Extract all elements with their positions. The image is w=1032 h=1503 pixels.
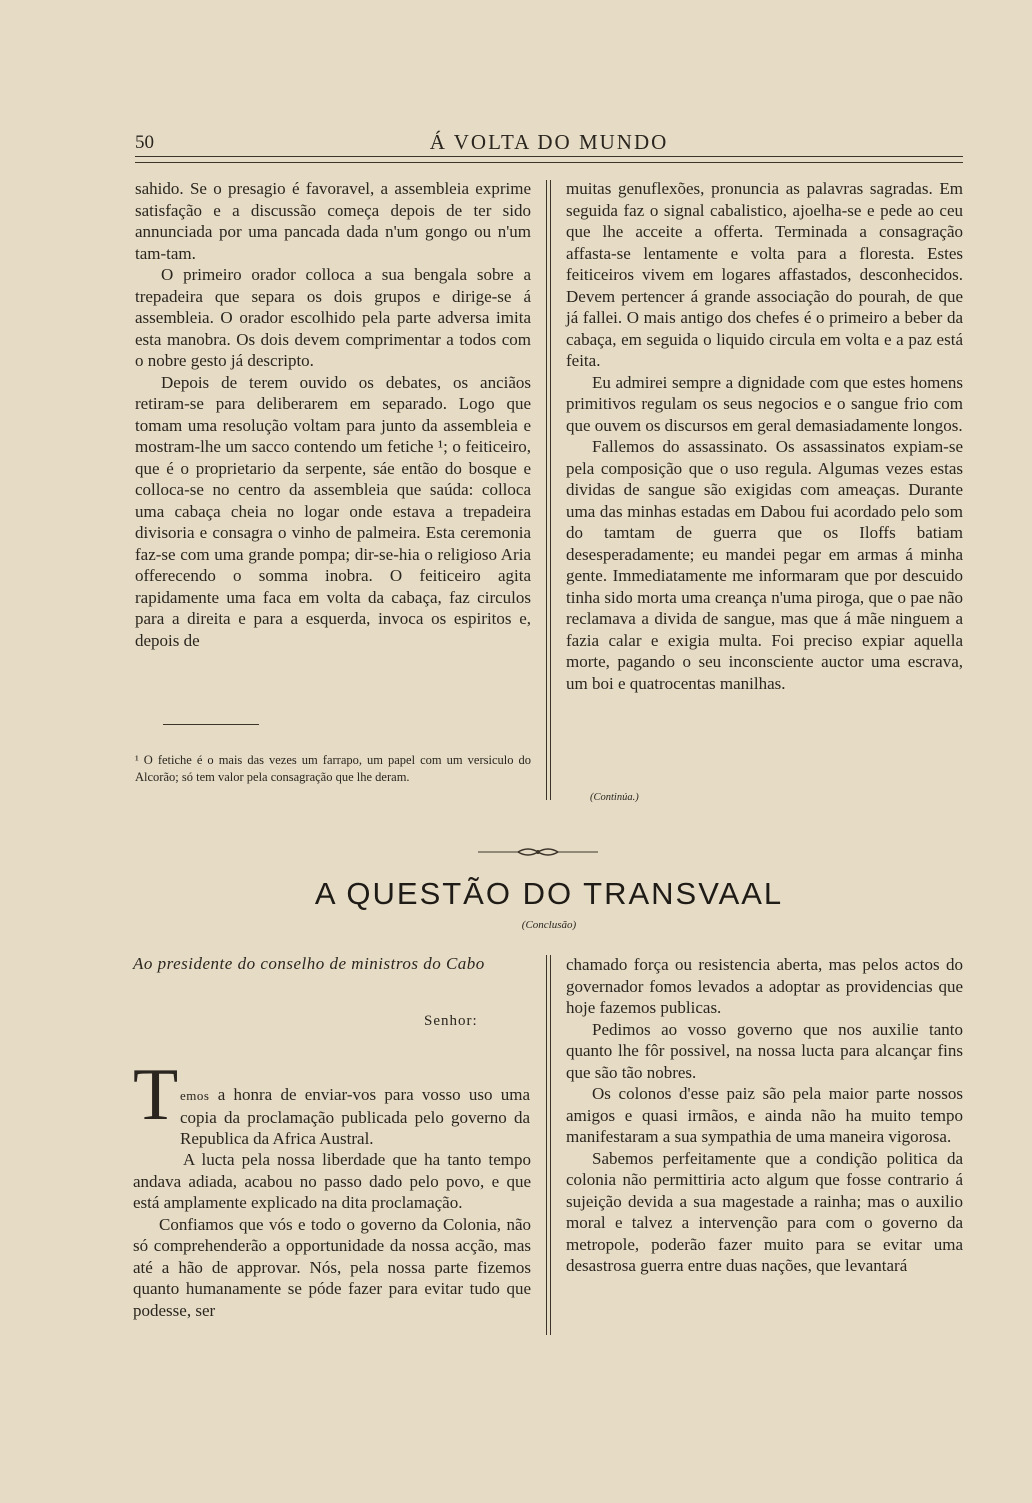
- bottom-right-column: [566, 954, 963, 1277]
- paragraph: Eu admirei sempre a dignidade com que estes homens primitivos regulam os seus negocios e o sangue frio com que ouvem os discursos em geral demasiadamente longos.: [566, 372, 963, 435]
- paragraph: chamado força ou resistencia aberta, mas pelos actos do governador fomos levados a adoptar as providencias que hoje fazemos publicas.: [566, 955, 963, 1017]
- ornament-divider: [478, 845, 598, 859]
- paragraph: Fallemos do assassinato. Os assassinatos expiam-se pela composição que o uso regula. Algumas vezes estas dividas de sangue são exigidas com ameaças. Durante uma das minhas estadas em Dabou fui acordado pelo som do tamtam de guerra que os Iloffs batiam desesperadamente; eu mandei pegar em armas á minha gente. Immediatamente me informaram que por descuido tinha sido morta uma creança n'uma piroga, que o pae não reclamava a divida de sangue, mas que á mãe ninguem a fazia calar e exigia multa. Foi preciso expiar aquella morte, pagando o seu inconsciente auctor uma escrava, um boi e quatrocentas manilhas.: [566, 437, 963, 693]
- top-left-column: [135, 178, 531, 651]
- column-divider-lower: [546, 955, 547, 1335]
- paragraph: muitas genuflexões, pronuncia as palavras sagradas. Em seguida faz o signal cabalistico, ajoelha-se e pede ao ceu que lhe acceite a offerta. Terminada a consagração affasta-se lentamente e volta para a floresta. Estes feiticeiros vivem em logares affastados, desconhecidos. Devem pertencer á grande associação do pourah, de que já fallei. O mais antigo dos chefes é o primeiro a beber da cabaça, em seguida o liquido circula em volta e a paz está feita.: [566, 179, 963, 370]
- paragraph: Confiamos que vós e todo o governo da Colonia, não só comprehenderão a opportunidade da nossa acção, mas até a hão de approvar. Nós, pela nossa parte fizemos quanto humanamente se póde fazer para evitar tudo que podesse, ser: [133, 1214, 531, 1320]
- paragraph: Depois de terem ouvido os debates, os anciãos retiram-se para deliberarem em separado. Logo que tomam uma resolução voltam para junto da assembleia e mostram-lhe um sacco contendo um fetiche ¹; o feiticeiro, que é o proprietario da serpente, sáe então do bosque e colloca-se no centro da assembleia que saúda: colloca uma cabaça cheia no logar onde estava a trepadeira divisoria e consagra o vinho de palmeira. Esta ceremonia faz-se com uma grande pompa; dir-se-hia o religioso Aria offerecendo o somma inobra. O feiticeiro agita rapidamente uma faca em volta da cabaça, faz circulos para a direita e para a esquerda, invoca os espiritos e, depois de: [135, 372, 531, 650]
- paragraph: Os colonos d'esse paiz são pela maior parte nossos amigos e quasi irmãos, e ainda não ha muito tempo manifestaram a sua sympathia de uma maneira vigorosa.: [566, 1084, 963, 1146]
- publication-title: Á VOLTA DO MUNDO: [429, 130, 669, 154]
- drop-cap: T: [133, 1054, 179, 1136]
- footnote: ¹ O fetiche é o mais das vezes um farrapo, um papel com um versiculo do Alcorão; só tem valor pela consagração que lhe deram.: [135, 753, 531, 784]
- paragraph: A lucta pela nossa liberdade que ha tanto tempo andava adiada, acabou no passo dado pelo povo, e que está amplamente explicado na dita proclamação.: [133, 1150, 531, 1212]
- paragraph: O primeiro orador colloca a sua bengala sobre a trepadeira que separa os dois grupos e dirige-se á assembleia. O orador escolhido pela parte adversa imita esta manobra. Os dois devem comprimentar a todos com o nobre gesto já descripto.: [135, 265, 531, 370]
- page-number: 50: [135, 132, 154, 153]
- paragraph: Pedimos ao vosso governo que nos auxilie tanto quanto lhe fôr possivel, na nossa lucta para alcançar fins que são tão nobres.: [566, 1019, 963, 1082]
- column-divider-double: [550, 180, 551, 800]
- paragraph: sahido. Se o presagio é favoravel, a assembleia exprime satisfação e a discussão começa depois de ter sido annunciada por uma pancada dada n'um gongo ou n'um tam-tam.: [135, 179, 531, 263]
- top-right-column: [566, 178, 963, 694]
- paragraph: Sabemos perfeitamente que a condição politica da colonia não permittiria acto algum que fosse contrario á sujeição devida a sua magestade a rainha; mas o auxilio moral e talvez a intervenção para com o governo da metropole, poderão fazer muito para se evitar uma desastrosa guerra entre duas nações, que levantará: [566, 1148, 963, 1275]
- column-divider-lower-double: [550, 955, 551, 1335]
- first-paragraph-indented: [180, 1084, 530, 1150]
- article-title: A QUESTÃO DO TRANSVAAL: [314, 876, 784, 911]
- bottom-left-column: [133, 1149, 531, 1321]
- first-word: emos: [180, 1088, 210, 1103]
- first-paragraph-text: a honra de enviar-vos para vosso uso uma copia da proclamação publicada pelo governo da Republica da Africa Austral.: [180, 1085, 531, 1148]
- header-rule-thin: [135, 162, 963, 163]
- article-subtitle: (Conclusão): [521, 919, 577, 931]
- header-rule: [135, 156, 963, 157]
- running-header: [135, 128, 963, 154]
- continued-note: (Continúa.): [590, 792, 639, 803]
- letter-address: Ao presidente do conselho de ministros do Cabo: [133, 954, 485, 973]
- letter-salutation: Senhor:: [424, 1013, 478, 1029]
- footnote-rule: [163, 724, 259, 725]
- column-divider: [546, 180, 547, 800]
